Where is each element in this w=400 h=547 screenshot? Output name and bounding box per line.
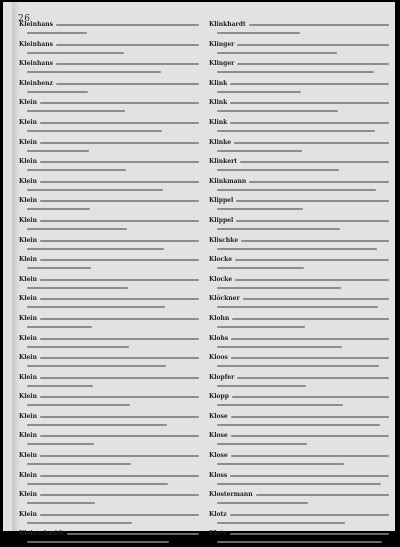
- list-entry: [209, 508, 392, 528]
- entry-text-line: [27, 365, 166, 367]
- entry-text-line: [40, 259, 199, 261]
- entry-text-line: [217, 385, 306, 387]
- entry-text-line: [40, 220, 199, 222]
- entry-text-line: [40, 416, 199, 418]
- entry-name: Klein: [19, 197, 37, 205]
- entry-text-line: [236, 200, 389, 202]
- list-entry: [209, 18, 392, 38]
- entry-text-line: [40, 161, 199, 163]
- entry-text-line: [27, 541, 169, 543]
- entry-name: Klein: [19, 118, 37, 126]
- entry-text-line: [40, 357, 199, 359]
- entry-text-line: [27, 306, 165, 308]
- list-entry: [209, 332, 392, 352]
- entry-name: Klein: [19, 471, 37, 479]
- list-entry: [19, 449, 202, 469]
- entry-text-line: [40, 396, 199, 398]
- entry-text-line: [234, 142, 389, 144]
- list-entry: [209, 312, 392, 332]
- entry-text-line: [27, 110, 125, 112]
- list-entry: [19, 136, 202, 156]
- entry-text-line: [217, 346, 342, 348]
- entry-name: Klose: [209, 432, 228, 440]
- entry-text-line: [40, 475, 199, 477]
- entry-name: Kloos: [209, 354, 228, 362]
- list-entry: [19, 351, 202, 371]
- list-entry: [19, 57, 202, 77]
- entry-text-line: [40, 181, 199, 183]
- entry-text-line: [40, 435, 199, 437]
- list-entry: [209, 155, 392, 175]
- entry-text-line: [27, 189, 163, 191]
- entry-text-line: [27, 228, 127, 230]
- entry-text-line: [27, 267, 91, 269]
- entry-text-line: [217, 502, 308, 504]
- entry-text-line: [40, 455, 199, 457]
- entry-text-line: [27, 52, 124, 54]
- list-entry: [19, 77, 202, 97]
- page-number: 26: [18, 14, 31, 24]
- entry-text-line: [56, 24, 199, 26]
- entry-text-line: [27, 248, 164, 250]
- list-entry: [209, 449, 392, 469]
- list-entry: [19, 175, 202, 195]
- list-entry: [19, 508, 202, 528]
- entry-text-line: [243, 298, 389, 300]
- entry-name: Klippel: [209, 216, 234, 224]
- list-entry: [209, 390, 392, 410]
- entry-text-line: [217, 208, 303, 210]
- list-entry: [209, 214, 392, 234]
- entry-text-line: [249, 181, 389, 183]
- list-entry: [209, 175, 392, 195]
- entry-name: Klein: [19, 510, 37, 518]
- entry-text-line: [217, 267, 304, 269]
- list-entry: [19, 292, 202, 312]
- entry-text-line: [231, 416, 389, 418]
- entry-name: Klinkmann: [209, 177, 247, 185]
- list-entry: [209, 469, 392, 489]
- entry-name: Klinger: [209, 60, 235, 68]
- entry-text-line: [27, 287, 128, 289]
- list-entry: [209, 527, 392, 547]
- entry-name: Klotz: [209, 510, 227, 518]
- entry-name: Kleinhenz: [19, 79, 53, 87]
- list-entry: [209, 488, 392, 508]
- list-entry: [209, 77, 392, 97]
- list-entry: [209, 57, 392, 77]
- entry-text-line: [230, 533, 389, 535]
- entry-name: Klein: [19, 256, 37, 264]
- entry-name: Klink: [209, 99, 228, 107]
- entry-text-line: [56, 63, 199, 65]
- entry-text-line: [230, 122, 389, 124]
- list-entry: [209, 273, 392, 293]
- entry-name: Klein: [19, 452, 37, 460]
- list-entry: [209, 351, 392, 371]
- entry-text-line: [27, 522, 132, 524]
- entry-name: Klink: [209, 79, 228, 87]
- entry-text-line: [40, 279, 199, 281]
- list-entry: [19, 155, 202, 175]
- entry-text-line: [217, 443, 307, 445]
- entry-name: Klocke: [209, 256, 233, 264]
- entry-text-line: [27, 385, 93, 387]
- entry-name: Klink: [209, 118, 228, 126]
- entry-name: Klöckner: [209, 295, 240, 303]
- entry-name: Klein: [19, 99, 37, 107]
- entry-name: Klein: [19, 158, 37, 166]
- list-entry: [19, 38, 202, 58]
- entry-name: Klein: [19, 334, 37, 342]
- entry-name: Klotz: [209, 530, 227, 538]
- entry-text-line: [241, 240, 389, 242]
- entry-name: Klein: [19, 275, 37, 283]
- entry-text-line: [230, 102, 389, 104]
- entry-name: Kleinhans: [19, 21, 53, 28]
- entry-name: Klinkhardt: [209, 21, 246, 28]
- entry-text-line: [217, 150, 302, 152]
- entry-text-line: [40, 494, 199, 496]
- entry-text-line: [217, 404, 343, 406]
- list-entry: [19, 234, 202, 254]
- list-entry: [209, 234, 392, 254]
- entry-name: Kleinschmidt: [19, 530, 64, 538]
- entry-text-line: [230, 514, 389, 516]
- entry-name: Klohn: [209, 314, 230, 322]
- entry-name: Klocke: [209, 275, 233, 283]
- entry-name: Klinkert: [209, 158, 238, 166]
- entry-text-line: [40, 318, 199, 320]
- list-entry: [209, 253, 392, 273]
- entry-name: Klopfer: [209, 373, 235, 381]
- entry-text-line: [235, 259, 389, 261]
- entry-text-line: [27, 404, 130, 406]
- entry-text-line: [27, 208, 90, 210]
- list-entry: [19, 429, 202, 449]
- entry-name: Klose: [209, 412, 228, 420]
- entry-text-line: [230, 83, 389, 85]
- entry-text-line: [217, 169, 339, 171]
- entry-name: Klohs: [209, 334, 229, 342]
- entry-text-line: [217, 110, 338, 112]
- entry-name: Klein: [19, 314, 37, 322]
- entry-name: Klostermann: [209, 491, 253, 499]
- list-entry: [19, 116, 202, 136]
- entry-text-line: [249, 24, 389, 26]
- entry-text-line: [231, 357, 389, 359]
- entry-name: Klein: [19, 393, 37, 401]
- entry-text-line: [231, 435, 389, 437]
- entry-text-line: [217, 522, 345, 524]
- list-entry: [19, 469, 202, 489]
- entry-text-line: [217, 248, 377, 250]
- entry-name: Klein: [19, 354, 37, 362]
- list-entry: [19, 214, 202, 234]
- list-entry: [19, 312, 202, 332]
- entry-text-line: [40, 200, 199, 202]
- list-entry: [209, 116, 392, 136]
- entry-name: Klein: [19, 216, 37, 224]
- list-entry: [19, 488, 202, 508]
- document-page: [3, 2, 395, 538]
- entry-text-line: [40, 377, 199, 379]
- entry-text-line: [27, 483, 168, 485]
- entry-text-line: [217, 189, 376, 191]
- entry-text-line: [217, 71, 374, 73]
- entry-name: Kleinhans: [19, 60, 53, 68]
- list-entry: [19, 332, 202, 352]
- entry-name: Kloss: [209, 471, 228, 479]
- entry-text-line: [27, 91, 88, 93]
- list-entry: [19, 410, 202, 430]
- entry-name: Klinke: [209, 138, 232, 146]
- entry-text-line: [237, 377, 389, 379]
- entry-text-line: [232, 396, 389, 398]
- list-entry: [209, 371, 392, 391]
- entry-text-line: [40, 514, 199, 516]
- entry-name: Klein: [19, 373, 37, 381]
- entry-text-line: [232, 318, 389, 320]
- entry-text-line: [217, 483, 381, 485]
- list-entry: [209, 96, 392, 116]
- entry-text-line: [27, 443, 94, 445]
- entry-name: Klein: [19, 236, 37, 244]
- entry-text-line: [217, 326, 305, 328]
- entry-text-line: [67, 533, 199, 535]
- list-entry: [209, 194, 392, 214]
- entry-name: Klose: [209, 452, 228, 460]
- entry-text-line: [217, 130, 375, 132]
- entry-text-line: [56, 83, 199, 85]
- list-entry: [209, 136, 392, 156]
- entry-text-line: [256, 494, 389, 496]
- entry-name: Klein: [19, 432, 37, 440]
- list-entry: [209, 410, 392, 430]
- entry-text-line: [237, 63, 389, 65]
- entry-text-line: [27, 463, 131, 465]
- list-entry: [209, 38, 392, 58]
- entry-text-line: [235, 279, 389, 281]
- entry-text-line: [40, 298, 199, 300]
- list-entry: [19, 194, 202, 214]
- entry-text-line: [27, 424, 167, 426]
- entry-text-line: [231, 455, 389, 457]
- entry-text-line: [56, 44, 199, 46]
- entry-name: Klein: [19, 138, 37, 146]
- entry-name: Klein: [19, 295, 37, 303]
- entry-text-line: [27, 502, 95, 504]
- list-entry: [19, 273, 202, 293]
- entry-name: Klinger: [209, 40, 235, 48]
- entry-text-line: [40, 142, 199, 144]
- entry-text-line: [27, 326, 92, 328]
- list-entry: [19, 253, 202, 273]
- entry-name: Klein: [19, 177, 37, 185]
- right-column: [209, 18, 392, 547]
- entry-name: Kleinhans: [19, 40, 53, 48]
- entry-text-line: [230, 475, 389, 477]
- list-entry: [209, 429, 392, 449]
- entry-text-line: [217, 32, 300, 34]
- list-entry: [19, 18, 202, 38]
- entry-text-line: [236, 220, 389, 222]
- list-entry: [209, 292, 392, 312]
- entry-text-line: [217, 424, 380, 426]
- entry-text-line: [217, 541, 382, 543]
- entry-text-line: [240, 161, 389, 163]
- entry-text-line: [217, 365, 379, 367]
- entry-text-line: [217, 228, 340, 230]
- left-column: [19, 18, 202, 547]
- list-entry: [19, 371, 202, 391]
- entry-text-line: [40, 240, 199, 242]
- entry-text-line: [40, 338, 199, 340]
- entry-text-line: [217, 306, 378, 308]
- entry-text-line: [27, 346, 129, 348]
- entry-text-line: [40, 122, 199, 124]
- entry-text-line: [27, 130, 162, 132]
- entry-text-line: [217, 463, 344, 465]
- entry-text-line: [40, 102, 199, 104]
- list-entry: [19, 527, 202, 547]
- entry-text-line: [217, 287, 341, 289]
- list-entry: [19, 390, 202, 410]
- entry-name: Klopp: [209, 393, 229, 401]
- entry-text-line: [27, 150, 89, 152]
- entry-text-line: [231, 338, 389, 340]
- entry-text-line: [27, 32, 87, 34]
- entry-text-line: [27, 169, 126, 171]
- list-entry: [19, 96, 202, 116]
- entry-name: Klischke: [209, 236, 239, 244]
- entry-text-line: [237, 44, 389, 46]
- entry-name: Klein: [19, 491, 37, 499]
- entry-text-line: [27, 71, 161, 73]
- entry-name: Klein: [19, 412, 37, 420]
- entry-text-line: [217, 91, 301, 93]
- entry-text-line: [217, 52, 337, 54]
- entry-name: Klippel: [209, 197, 234, 205]
